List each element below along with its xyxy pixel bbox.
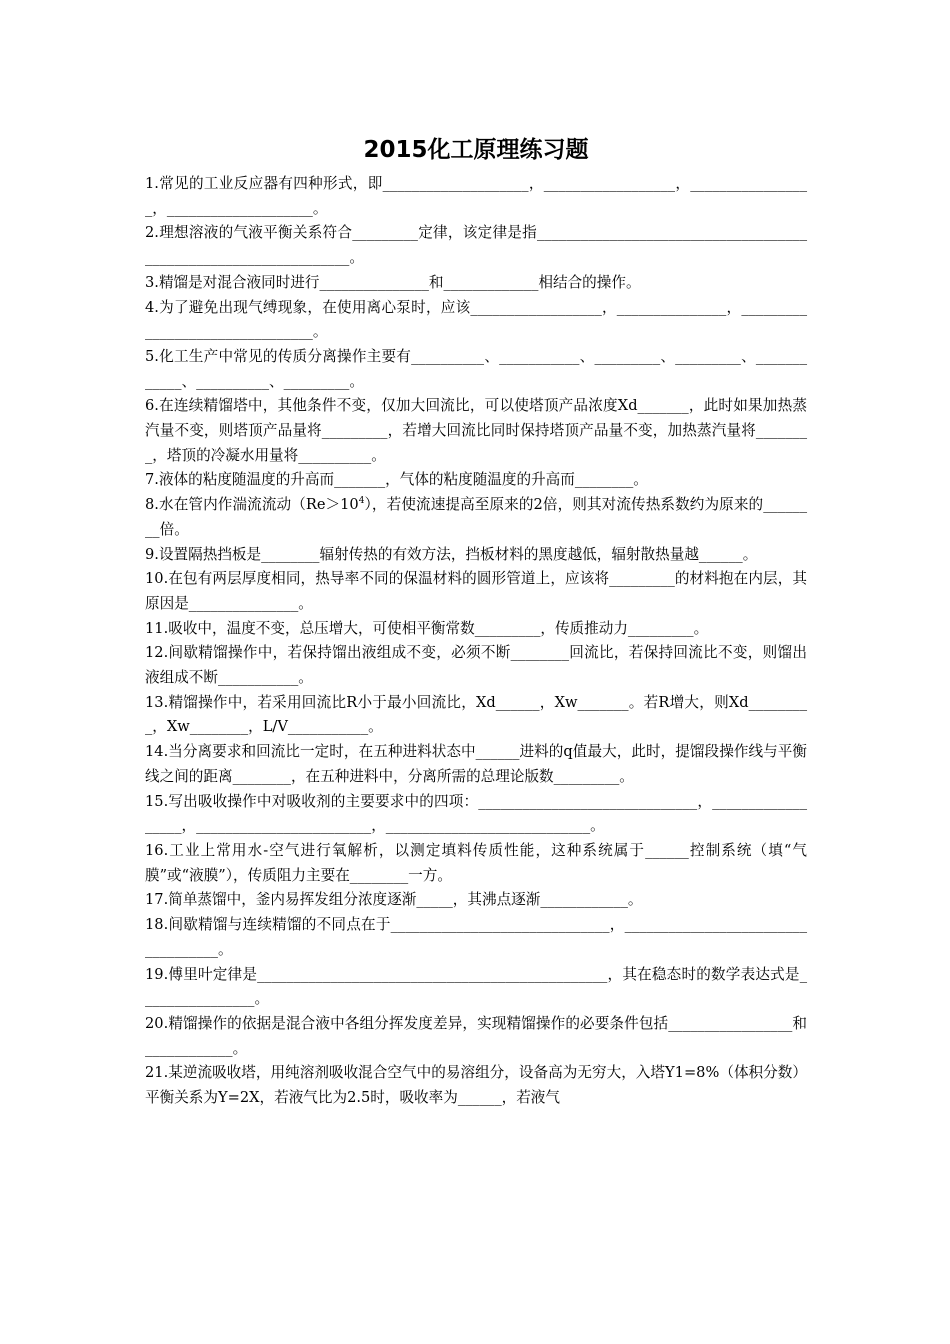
question-text: 精馏操作的依据是混合液中各组分挥发度差异，实现精馏操作的必要条件包括_________________和____________。 — [145, 1014, 807, 1057]
question-13 — [145, 691, 807, 740]
question-1 — [145, 172, 807, 221]
question-text: 间歇精馏操作中，若保持馏出液组成不变，必须不断________回流比，若保持回流比不变，则馏出液组成不断___________。 — [145, 644, 807, 687]
question-14 — [145, 740, 807, 789]
question-number: 5. — [145, 347, 159, 365]
question-number: 10. — [145, 570, 169, 588]
question-number: 18. — [145, 916, 169, 934]
question-text: 设置隔热挡板是________辐射传热的有效方法，挡板材料的黑度越低，辐射散热量越______。 — [158, 545, 758, 563]
exponent: 4 — [358, 496, 365, 507]
question-9 — [145, 543, 807, 568]
question-text: 间歇精馏与连续精馏的不同点在于______________________________，___________________________________。 — [145, 916, 807, 958]
question-11 — [145, 617, 807, 642]
question-8 — [145, 493, 807, 542]
question-text: 在连续精馏塔中，其他条件不变，仅加大回流比，可以使塔顶产品浓度Xd_______，此时如果加热蒸汽量不变，则塔顶产品量将_________，若增大回流比同时保持塔顶产品量不变，加热蒸汽量将________，塔顶的冷凝水用量将__________。 — [145, 397, 807, 464]
question-text: 常见的工业反应器有四种形式，即____________________，__________________，_________________，____________________。 — [145, 175, 807, 217]
question-number: 12. — [145, 644, 169, 662]
question-text: 傅里叶定律是________________________________________________，其在稳态时的数学表达式是________________。 — [145, 965, 807, 1008]
question-text: 写出吸收操作中对吸收剂的主要要求中的四项：______________________________，__________________，________________________，____________________________。 — [145, 792, 807, 835]
question-16 — [145, 839, 807, 888]
question-2 — [145, 221, 807, 270]
question-number: 15. — [145, 792, 169, 810]
question-number: 19. — [145, 965, 169, 983]
question-text: 当分离要求和回流比一定时，在五种进料状态中______进料的q值最大，此时，提馏段操作线与平衡线之间的距离________，在五种进料中，分离所需的总理论版数_________。 — [145, 743, 807, 785]
question-text: 精馏是对混合液同时进行_______________和_____________相结合的操作。 — [158, 273, 641, 291]
document-page — [145, 128, 807, 1111]
question-number: 7. — [145, 471, 159, 489]
question-17 — [145, 888, 807, 913]
question-text: 理想溶液的气液平衡关系符合_________定律，该定律是指_________________________________________________________________。 — [145, 224, 807, 267]
question-number: 9. — [145, 545, 159, 563]
question-list — [145, 172, 807, 1111]
question-text: 某逆流吸收塔，用纯溶剂吸收混合空气中的易溶组分，设备高为无穷大，入塔Y1=8%（体积分数）平衡关系为Y=2X，若液气比为2.5时，吸收率为______，若液气 — [145, 1064, 807, 1107]
document-title: 2015化工原理练习题 — [363, 137, 589, 163]
question-text: 工业上常用水-空气进行氧解析，以测定填料传质性能，这种系统属于______控制系统（填“气膜”或“液膜”），传质阻力主要在________一方。 — [145, 841, 807, 884]
question-number: 11. — [145, 619, 169, 637]
question-text: 在包有两层厚度相同，热导率不同的保温材料的圆形管道上，应该将_________的材料抱在内层，其原因是_______________。 — [145, 570, 807, 612]
question-number: 3. — [145, 273, 159, 291]
question-10 — [145, 567, 807, 616]
question-text: 精馏操作中，若采用回流比R小于最小回流比，Xd______，Xw_______。若R增大，则Xd_________，Xw________，L/V___________。 — [145, 693, 807, 736]
question-number: 21. — [145, 1064, 169, 1082]
question-text: 液体的粘度随温度的升高而_______，气体的粘度随温度的升高而________。 — [158, 471, 648, 489]
question-text: 为了避免出现气缚现象，在使用离心泵时，应该__________________，_______________，________________________________。 — [145, 298, 807, 341]
question-text: 吸收中，温度不变，总压增大，可使相平衡常数_________，传质推动力_________。 — [168, 619, 709, 637]
question-text-after: ），若使流速提高至原来的2倍，则其对流传热系数约为原来的________倍。 — [145, 496, 807, 538]
question-text: 简单蒸馏中，釜内易挥发组分浓度逐渐_____，其沸点逐渐____________。 — [168, 891, 643, 909]
question-21 — [145, 1061, 807, 1110]
question-number: 20. — [145, 1014, 169, 1032]
question-text-before: 水在管内作湍流流动（Re＞10 — [158, 496, 359, 514]
question-number: 17. — [145, 891, 169, 909]
question-number: 14. — [145, 743, 169, 761]
question-4 — [145, 296, 807, 345]
question-number: 16. — [145, 841, 169, 859]
question-number: 6. — [145, 397, 159, 415]
question-6 — [145, 394, 807, 468]
question-18 — [145, 913, 807, 962]
question-5 — [145, 345, 807, 394]
question-number: 13. — [145, 693, 169, 711]
question-number: 2. — [145, 224, 159, 242]
question-7 — [145, 468, 807, 493]
question-12 — [145, 641, 807, 690]
question-text: 化工生产中常见的传质分离操作主要有__________、___________、_________、_________、____________、__________、_________。 — [145, 347, 807, 390]
question-19 — [145, 963, 807, 1012]
question-number: 4. — [145, 298, 159, 316]
question-number: 8. — [145, 496, 159, 514]
question-3 — [145, 271, 807, 296]
question-number: 1. — [145, 175, 159, 192]
question-15 — [145, 790, 807, 839]
question-20 — [145, 1012, 807, 1061]
